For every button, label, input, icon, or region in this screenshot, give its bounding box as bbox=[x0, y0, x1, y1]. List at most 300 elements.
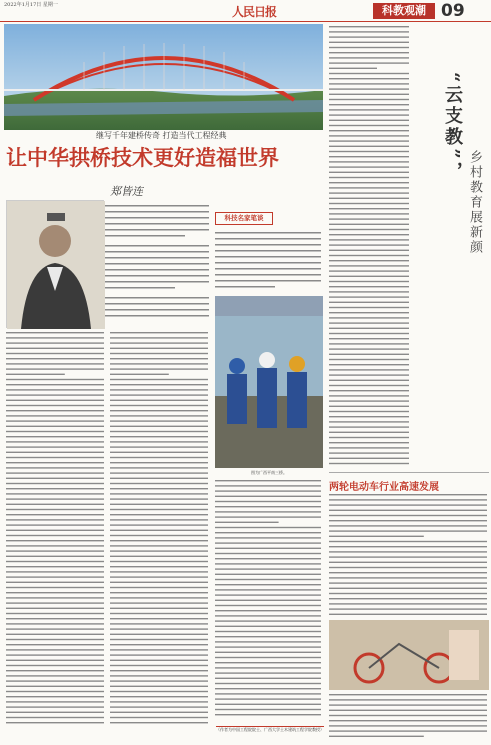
author-note: （作者为中国工程院院士、广西大学土木建筑工程学院教授） bbox=[216, 726, 324, 740]
text-line bbox=[215, 558, 321, 559]
text-line bbox=[215, 672, 321, 673]
text-line bbox=[6, 665, 104, 666]
text-line bbox=[6, 592, 104, 593]
text-line bbox=[6, 374, 65, 375]
text-line bbox=[110, 358, 208, 359]
text-line bbox=[6, 467, 104, 468]
text-line bbox=[110, 337, 208, 338]
text-line bbox=[6, 701, 104, 702]
text-line bbox=[6, 571, 104, 572]
text-line bbox=[329, 572, 487, 573]
text-line bbox=[110, 535, 208, 536]
text-line bbox=[6, 400, 104, 401]
text-line bbox=[6, 608, 104, 609]
divider bbox=[329, 472, 489, 473]
text-line bbox=[329, 458, 409, 459]
text-line bbox=[110, 483, 208, 484]
text-line bbox=[329, 720, 487, 721]
text-line bbox=[329, 104, 409, 105]
text-line bbox=[215, 584, 321, 585]
text-line bbox=[329, 510, 487, 511]
text-line bbox=[329, 338, 409, 339]
text-line bbox=[329, 562, 487, 563]
text-line bbox=[329, 57, 409, 58]
text-line bbox=[215, 480, 321, 481]
text-line bbox=[329, 187, 409, 188]
text-line bbox=[329, 296, 409, 297]
text-line bbox=[110, 686, 208, 687]
text-line bbox=[329, 494, 487, 495]
text-line bbox=[110, 446, 208, 447]
text-line bbox=[329, 276, 409, 277]
text-line bbox=[110, 493, 208, 494]
text-line bbox=[329, 343, 409, 344]
text-line bbox=[329, 62, 409, 63]
text-line bbox=[329, 156, 409, 157]
side-article-title: “云支教”， bbox=[442, 72, 463, 183]
text-line bbox=[329, 47, 409, 48]
text-line bbox=[329, 546, 487, 547]
text-line bbox=[215, 688, 321, 689]
text-line bbox=[110, 405, 208, 406]
text-column-2 bbox=[215, 232, 325, 294]
text-line bbox=[6, 337, 104, 338]
text-line bbox=[6, 332, 104, 333]
text-line bbox=[329, 699, 487, 700]
text-line bbox=[6, 410, 104, 411]
text-line bbox=[110, 608, 208, 609]
text-line bbox=[215, 537, 321, 538]
text-line bbox=[215, 693, 321, 694]
text-line bbox=[329, 359, 409, 360]
text-column-right-c bbox=[329, 694, 489, 740]
text-line bbox=[329, 380, 409, 381]
text-line bbox=[110, 665, 208, 666]
page-number: 09 bbox=[441, 1, 465, 21]
text-line bbox=[110, 342, 208, 343]
text-line bbox=[329, 255, 409, 256]
text-line bbox=[329, 135, 409, 136]
text-line bbox=[215, 646, 321, 647]
text-line bbox=[329, 577, 487, 578]
text-line bbox=[6, 670, 104, 671]
text-line bbox=[110, 379, 208, 380]
text-line bbox=[6, 623, 104, 624]
text-line bbox=[6, 722, 104, 723]
text-line bbox=[329, 369, 409, 370]
text-line bbox=[215, 667, 321, 668]
text-line bbox=[329, 281, 409, 282]
bottom-article-headline: 两轮电动车行业高速发展 bbox=[329, 482, 439, 493]
text-line bbox=[110, 457, 208, 458]
text-line bbox=[215, 615, 321, 616]
bridge-photo bbox=[4, 24, 323, 130]
text-line bbox=[329, 73, 409, 74]
column-label-box: 科技名家笔谈 bbox=[215, 212, 273, 225]
text-line bbox=[329, 400, 409, 401]
text-line bbox=[6, 452, 104, 453]
text-line bbox=[215, 662, 321, 663]
text-line bbox=[329, 374, 409, 375]
text-line bbox=[215, 563, 321, 564]
text-line bbox=[110, 431, 208, 432]
text-line bbox=[329, 177, 409, 178]
text-line bbox=[329, 317, 409, 318]
text-line bbox=[329, 515, 487, 516]
text-line bbox=[329, 120, 409, 121]
text-line bbox=[329, 182, 409, 183]
text-line bbox=[215, 631, 321, 632]
newspaper-logo: 人民日报 bbox=[232, 5, 277, 19]
text-line bbox=[6, 368, 104, 369]
text-line bbox=[110, 592, 208, 593]
text-line bbox=[329, 354, 409, 355]
text-line bbox=[6, 561, 104, 562]
photo-caption: 图为广西平南三桥。 bbox=[251, 470, 287, 475]
text-line bbox=[329, 52, 409, 53]
text-line bbox=[329, 588, 487, 589]
text-line bbox=[215, 704, 321, 705]
text-line bbox=[329, 140, 409, 141]
text-line bbox=[110, 363, 208, 364]
text-line bbox=[6, 639, 104, 640]
text-line bbox=[329, 725, 487, 726]
text-line bbox=[110, 613, 208, 614]
text-line bbox=[6, 420, 104, 421]
bridge-illustration bbox=[4, 24, 323, 130]
text-line bbox=[329, 229, 409, 230]
text-line bbox=[215, 506, 321, 507]
text-line bbox=[6, 587, 104, 588]
page-header bbox=[0, 0, 491, 22]
text-line bbox=[110, 722, 208, 723]
text-line bbox=[6, 405, 104, 406]
text-line bbox=[329, 26, 409, 27]
text-line bbox=[6, 613, 104, 614]
text-line bbox=[329, 390, 409, 391]
text-line bbox=[329, 68, 377, 69]
text-line bbox=[6, 628, 104, 629]
text-line bbox=[215, 501, 321, 502]
text-line bbox=[110, 670, 208, 671]
text-line bbox=[329, 151, 409, 152]
text-line bbox=[329, 411, 409, 412]
text-line bbox=[110, 374, 169, 375]
text-line bbox=[110, 701, 208, 702]
text-line bbox=[329, 213, 409, 214]
author-signature: 郑皆连 bbox=[110, 185, 143, 198]
text-line bbox=[215, 698, 321, 699]
text-line bbox=[329, 426, 409, 427]
text-line bbox=[6, 363, 104, 364]
text-line bbox=[110, 540, 208, 541]
text-line bbox=[329, 130, 409, 131]
text-line bbox=[110, 368, 208, 369]
text-line bbox=[329, 463, 409, 464]
text-line bbox=[329, 260, 409, 261]
text-line bbox=[6, 342, 104, 343]
text-line bbox=[215, 605, 321, 606]
text-line bbox=[6, 457, 104, 458]
text-line bbox=[6, 519, 104, 520]
text-line bbox=[329, 452, 409, 453]
text-line bbox=[6, 691, 104, 692]
text-line bbox=[215, 568, 321, 569]
text-line bbox=[110, 675, 208, 676]
text-line bbox=[215, 626, 321, 627]
text-line bbox=[6, 483, 104, 484]
text-line bbox=[329, 198, 409, 199]
text-line bbox=[6, 504, 104, 505]
text-line bbox=[329, 146, 409, 147]
text-line bbox=[215, 490, 321, 491]
text-line bbox=[110, 717, 208, 718]
text-line bbox=[6, 498, 104, 499]
text-column-3 bbox=[215, 480, 325, 720]
text-line bbox=[110, 680, 208, 681]
text-line bbox=[110, 384, 208, 385]
text-line bbox=[6, 353, 104, 354]
text-line bbox=[215, 657, 321, 658]
text-line bbox=[329, 270, 409, 271]
text-line bbox=[329, 593, 487, 594]
text-line bbox=[329, 31, 409, 32]
text-line bbox=[329, 322, 409, 323]
text-line bbox=[110, 550, 208, 551]
text-line bbox=[215, 542, 321, 543]
side-article-subtitle: 乡村教育展新颜 bbox=[467, 150, 482, 255]
text-line bbox=[6, 545, 104, 546]
author-portrait bbox=[6, 200, 104, 328]
text-line bbox=[329, 395, 409, 396]
text-line bbox=[110, 706, 208, 707]
text-line bbox=[215, 620, 321, 621]
text-line bbox=[329, 442, 409, 443]
text-line bbox=[110, 618, 208, 619]
text-line bbox=[6, 509, 104, 510]
text-line bbox=[110, 519, 208, 520]
text-line bbox=[6, 582, 104, 583]
text-line bbox=[110, 462, 208, 463]
text-line bbox=[110, 571, 208, 572]
text-line bbox=[110, 566, 208, 567]
text-line bbox=[110, 467, 208, 468]
text-line bbox=[6, 462, 104, 463]
text-line bbox=[6, 566, 104, 567]
text-line bbox=[215, 527, 321, 528]
text-line bbox=[6, 686, 104, 687]
text-line bbox=[110, 639, 208, 640]
text-line bbox=[329, 525, 487, 526]
text-line bbox=[329, 551, 487, 552]
text-line bbox=[6, 680, 104, 681]
text-line bbox=[110, 597, 208, 598]
text-line bbox=[110, 478, 208, 479]
text-line bbox=[6, 597, 104, 598]
text-line bbox=[329, 125, 409, 126]
text-line bbox=[110, 332, 208, 333]
text-line bbox=[215, 641, 321, 642]
text-line bbox=[329, 715, 487, 716]
text-line bbox=[110, 530, 208, 531]
text-line bbox=[110, 545, 208, 546]
text-line bbox=[215, 579, 321, 580]
text-line bbox=[329, 312, 409, 313]
text-line bbox=[329, 218, 409, 219]
text-line bbox=[215, 553, 321, 554]
text-line bbox=[110, 509, 208, 510]
text-line bbox=[329, 208, 409, 209]
text-line bbox=[329, 504, 487, 505]
text-column-mid-long bbox=[110, 332, 210, 724]
text-line bbox=[329, 161, 409, 162]
article-subheadline: 继写千年建桥传奇 打造当代工程经典 bbox=[96, 131, 227, 140]
text-line bbox=[6, 535, 104, 536]
text-line bbox=[329, 333, 409, 334]
text-line bbox=[110, 649, 208, 650]
text-line bbox=[110, 524, 208, 525]
text-line bbox=[110, 582, 208, 583]
text-line bbox=[329, 608, 487, 609]
text-line bbox=[110, 441, 208, 442]
text-line bbox=[6, 649, 104, 650]
text-line bbox=[6, 488, 104, 489]
text-line bbox=[329, 239, 409, 240]
text-line bbox=[329, 385, 409, 386]
text-line bbox=[110, 514, 208, 515]
text-line bbox=[6, 602, 104, 603]
text-line bbox=[215, 600, 321, 601]
text-line bbox=[110, 696, 208, 697]
text-line bbox=[329, 234, 409, 235]
text-line bbox=[6, 431, 104, 432]
ebike-photo bbox=[329, 620, 489, 690]
text-line bbox=[6, 389, 104, 390]
text-line bbox=[110, 426, 208, 427]
text-line bbox=[110, 353, 208, 354]
text-line bbox=[329, 421, 409, 422]
text-line bbox=[215, 511, 321, 512]
text-line bbox=[110, 628, 208, 629]
text-line bbox=[110, 691, 208, 692]
text-line bbox=[110, 436, 208, 437]
text-line bbox=[6, 446, 104, 447]
text-line bbox=[329, 582, 487, 583]
text-line bbox=[6, 394, 104, 395]
text-line bbox=[6, 618, 104, 619]
text-line bbox=[329, 99, 409, 100]
text-line bbox=[329, 166, 409, 167]
text-line bbox=[329, 172, 409, 173]
text-line bbox=[110, 420, 208, 421]
text-column-left-long bbox=[6, 332, 106, 724]
text-line bbox=[110, 488, 208, 489]
text-line bbox=[110, 452, 208, 453]
text-line bbox=[329, 530, 487, 531]
text-line bbox=[329, 42, 409, 43]
text-line bbox=[215, 574, 321, 575]
text-column-right-b bbox=[329, 494, 489, 616]
text-line bbox=[110, 556, 208, 557]
text-line bbox=[329, 224, 409, 225]
text-line bbox=[329, 244, 409, 245]
text-line bbox=[215, 522, 279, 523]
text-line bbox=[329, 88, 409, 89]
text-line bbox=[6, 654, 104, 655]
text-line bbox=[329, 536, 424, 537]
text-line bbox=[6, 717, 104, 718]
text-line bbox=[329, 83, 409, 84]
text-line bbox=[329, 364, 409, 365]
text-line bbox=[329, 541, 487, 542]
text-line bbox=[329, 520, 487, 521]
text-line bbox=[110, 644, 208, 645]
text-line bbox=[110, 587, 208, 588]
text-line bbox=[110, 400, 208, 401]
text-line bbox=[329, 603, 487, 604]
text-line bbox=[6, 706, 104, 707]
text-line bbox=[215, 652, 321, 653]
text-line bbox=[6, 576, 104, 577]
article-headline: 让中华拱桥技术更好造福世界 bbox=[6, 146, 279, 170]
text-line bbox=[6, 348, 104, 349]
text-line bbox=[329, 556, 487, 557]
text-line bbox=[329, 307, 409, 308]
text-line bbox=[215, 516, 321, 517]
text-line bbox=[215, 714, 321, 715]
text-line bbox=[110, 410, 208, 411]
text-line bbox=[6, 530, 104, 531]
text-line bbox=[6, 358, 104, 359]
text-line bbox=[110, 389, 208, 390]
text-line bbox=[6, 634, 104, 635]
text-line bbox=[329, 598, 487, 599]
text-line bbox=[6, 478, 104, 479]
text-line bbox=[6, 441, 104, 442]
text-line bbox=[110, 602, 208, 603]
text-line bbox=[110, 472, 208, 473]
text-line bbox=[215, 548, 321, 549]
text-line bbox=[329, 291, 409, 292]
text-line bbox=[110, 498, 208, 499]
text-line bbox=[329, 704, 487, 705]
text-line bbox=[215, 683, 321, 684]
text-line bbox=[215, 485, 321, 486]
text-line bbox=[215, 496, 321, 497]
text-line bbox=[6, 696, 104, 697]
text-line bbox=[329, 36, 409, 37]
text-line bbox=[110, 623, 208, 624]
text-line bbox=[329, 694, 487, 695]
text-line bbox=[329, 416, 409, 417]
text-line bbox=[329, 499, 487, 500]
text-line bbox=[329, 447, 409, 448]
text-line bbox=[329, 567, 487, 568]
text-line bbox=[329, 348, 409, 349]
text-line bbox=[6, 556, 104, 557]
text-line bbox=[110, 394, 208, 395]
text-line bbox=[215, 636, 321, 637]
engineers-photo bbox=[215, 296, 323, 468]
text-line bbox=[329, 192, 409, 193]
text-line bbox=[329, 265, 409, 266]
text-line bbox=[215, 594, 321, 595]
text-line bbox=[329, 710, 487, 711]
text-line bbox=[110, 576, 208, 577]
text-line bbox=[110, 654, 208, 655]
text-line bbox=[215, 709, 321, 710]
text-line bbox=[110, 660, 208, 661]
